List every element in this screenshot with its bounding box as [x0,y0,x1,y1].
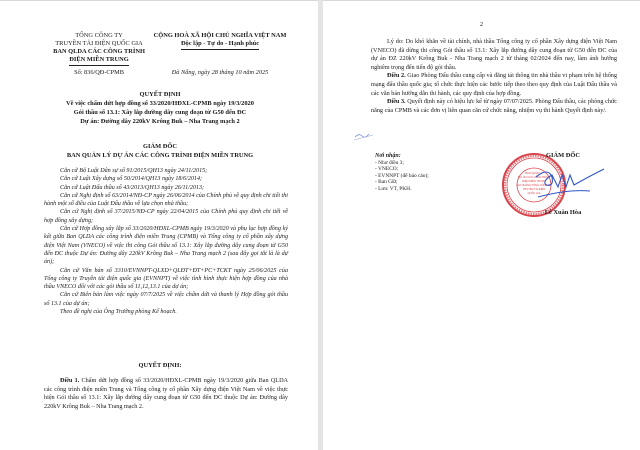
legal-basis: Căn cứ Biên bản làm việc ngày 07/7/2025 về việc chấm dứt và thanh lý Hợp đồng gói thầu số 13.1 của dự án; [44,292,288,307]
initials-mark-icon [353,132,375,142]
legal-basis: Căn cứ Luật Xây dựng số 50/2014/QH13 ngày 18/6/2014; [60,176,203,183]
decision-heading: QUYẾT ĐỊNH [139,91,181,98]
svg-text:QUỐC GIA: QUỐC GIA [527,192,541,195]
svg-text:CHI NHÁNH TỔNG CÔNG TY: CHI NHÁNH TỔNG CÔNG TY [516,184,552,187]
article-3 [371,98,617,115]
article-2-label: Điều 2. [387,72,406,80]
page-2-body [371,38,617,115]
legal-basis: Căn cứ Nghị định số 63/2014/NĐ-CP ngày 26/06/2014 của Chính phủ về quy định chi tiết thi hành một số điều của Luật Đấu thầu về lựa chọn nhà thầu; [44,192,288,208]
svg-text:TRUYỀN TẢI ĐIỆN: TRUYỀN TẢI ĐIỆN [522,188,546,191]
svg-text:DỰ ÁN CÁC CÔNG TRÌNH: DỰ ÁN CÁC CÔNG TRÌNH [518,176,550,179]
legal-basis: Căn cứ Hợp đồng xây lắp số 33/2020/HĐXL-CPMB ngày 19/3/2020 và phụ lục hợp đồng ký kết giữa Ban QLDA các công trình điện miền Trung (CPMB) và Tổng công ty cổ phần xây dựng điện Việt Nam (VNECO) về việc thi công Gói thầu số 13.1: Xây lắp đường dây cung đoạn từ G50 đến ĐC thuộc Dự án: Đường dây 220kV Krông Buk – Nha Trang mạch 2 (sau đây gọi tắt là là dự án); [44,226,288,266]
svg-text:ĐIỆN MIỀN TRUNG: ĐIỆN MIỀN TRUNG [522,180,546,183]
authority-title: GIÁM ĐỐC [143,143,177,150]
document-date: Đà Nẵng, ngày 28 tháng 10 năm 2025 [171,69,269,76]
article-1 [44,377,288,411]
issuing-authority [30,142,290,160]
legal-basis: Căn cứ Bộ Luật Dân sự số 91/2015/QH13 ngày 24/11/2015; [60,168,208,174]
decision-section-heading: QUYẾT ĐỊNH: [138,362,182,369]
document-number: Số: 836/QĐ-CPMB [74,69,124,76]
agency-line-3: BAN QLDA CÁC CÔNG TRÌNH [53,48,145,55]
article-1-text: Chấm dứt hợp đồng số 33/2020/HĐXL-CPMB ngày 19/3/2020 giữa Ban QLDA các công trình điện miền Trung và Tổng công ty cổ phần Xây dựng điện Việt Nam về việc thực hiện Gói thầu số 13.1: Xây lắp đường dây cung đoạn từ G50 đến ĐC thuộc Dự án: Đường dây 220kV Krông Buk – Nha Trang mạch 2. [44,377,289,410]
legal-bases [44,167,288,316]
agency-line-1: TỔNG CÔNG TY [75,32,123,39]
signatory-name: Lê Xuân Hòa [544,209,582,216]
recipient-item: - Ban GĐ; [375,179,398,186]
decision-subject-2: Gói thầu số 13.1: Xây lắp đường dây cung đoạn từ G50 đến ĐC [73,109,247,116]
article-3-text: Quyết định này có hiệu lực kể từ ngày 07/07/2025. Phòng Đấu thầu, các phòng chức năng của CPMB và các đơn vị liên quan căn cứ chức năng, nhiệm vụ thi hành Quyết định này/. [371,98,618,114]
recipient-item: - Như điều 3; [375,159,404,166]
national-motto: Độc lập - Tự do - Hạnh phúc [181,40,259,50]
decision-title [30,90,290,126]
article-2-text: Giao Phòng Đấu thầu cung cấp và đăng tải thông tin nhà thầu vi phạm trên hệ thống mạng đấu thầu quốc gia; tổ chức thực hiện các bước tiếp theo theo quy định của Luật Đấu thầu và các văn bản hướng dẫn thi hành, các quy định của hợp đồng. [371,72,617,97]
reason-paragraph: Lý do: Do khó khăn về tài chính, nhà thầu Tổng công ty cổ phần Xây dựng điện Việt Nam (VNECO) đã dừng thi công Gói thầu số 13.1: Xây lắp đường dây cung đoạn từ G50 đến ĐC của dự án ĐZ 220kV Krông Buk - Nha Trang mạch 2 từ tháng 02/2024 đến nay, làm ảnh hưởng nghiêm trọng đến tiến độ gói thầu. [371,38,617,71]
legal-basis: Căn cứ Văn bản số 3310/EVNNPT-QLXD+QLĐT+ĐT+PC+TCKT ngày 25/06/2025 của Tổng công ty Truyền tải điện quốc gia (EVNNPT) về việc tình hình thực hiện hợp đồng của nhà thầu VNECO đối với các gói thầu số 11,12,13.1 của dự án; [44,267,288,291]
legal-basis: Theo đề nghị của Ông Trưởng phòng Kế hoạch. [60,309,177,316]
recipient-item: - EVNNPT (để báo cáo); [375,172,429,179]
signatory-title: GIÁM ĐỐC [546,152,580,159]
legal-basis: Căn cứ Nghị định số 37/2015/NĐ-CP ngày 22/04/2015 của Chính phủ quy định chi tiết về hợp đồng xây dựng; [44,209,288,224]
article-3-label: Điều 3. [387,98,406,106]
page-number: 2 [479,21,484,28]
agency-line-4: ĐIỆN MIỀN TRUNG [69,56,129,66]
national-title: CỘNG HOÀ XÃ HỘI CHỦ NGHĨA VIỆT NAM [153,32,287,39]
svg-text:BAN QUẢN LÝ: BAN QUẢN LÝ [525,172,543,175]
article-2 [371,72,617,98]
legal-basis: Căn cứ Luật Đấu thầu số 43/2013/QH13 ngày 26/11/2013; [60,184,205,191]
recipients-label: Nơi nhận: [375,153,401,159]
recipients-block [375,153,495,193]
agency-line-2: TRUYỀN TẢI ĐIỆN QUỐC GIA [55,40,143,47]
recipient-item: - VNECO; [375,166,399,173]
decision-subject-3: Dự án: Đường dây 220kV Krông Buk – Nha Trang mạch 2 [80,118,240,125]
document-page-1 [0,0,318,450]
document-page-2 [323,0,640,450]
recipient-item: - Lưu: VT, PKH. [375,185,412,192]
authority-name: BAN QUẢN LÝ DỰ ÁN CÁC CÔNG TRÌNH ĐIỆN MIỀN TRUNG [66,152,254,159]
issuing-agency [40,32,158,66]
national-header [150,32,290,50]
signature-icon [528,163,608,203]
decision-subject-1: Về việc chấm dứt hợp đồng số 33/2020/HĐXL-CPMB ngày 19/3/2020 [66,100,254,107]
article-1-label: Điều 1. [60,377,80,384]
